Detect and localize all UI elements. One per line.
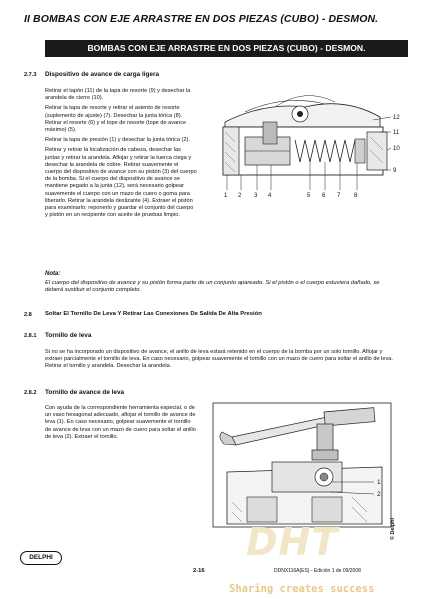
watermark-brand: DHT xyxy=(246,520,339,564)
figure-label: 2 xyxy=(238,193,242,199)
figure-label: 5 xyxy=(307,193,311,199)
figure-label: 2 xyxy=(377,491,381,498)
note-label: Nota: xyxy=(45,271,61,277)
paragraph: Retirar y retirar la localización de cabeza, desechar las juntas y retirar la arandela. Aflojar y retirar la tuerca ciega y desechar la arandela de cobre. Retirar suavemente el cuerpo del dispositivo de avance con su pistón (3) del cuerpo de la bomba. Si el cuerpo del dispositivo de avance se mantiene pegado a la junta (12), será necesario golpear suavemente el cuerpo con un mazo de cuero o goma para liberarlo. Retirar la arandela deslizante (4). Extraer el pistón para examinarlo; reponerlo y guardar el conjunto del cuerpo y pistón en un recipiente con aceite de pruebas limpio. xyxy=(45,147,197,219)
section-282-text: Con ayuda de la correspondiente herramienta especial, o de un vaso hexagonal adecuado, aflojar el tornillo de avance de leva (1). En caso necesario, golpear suavemente el tornillo de avance de leva con un mazo de cuero para soltar el anillo de leva (2). Extraer el tornillo. xyxy=(45,405,196,440)
page-number: 2-16 xyxy=(193,568,205,574)
paragraph: Retirar la tapa de resorte y retirar el asiento de resorte (suplemento de ajuste) (7). Desechar la junta tórica (8). Retirar el resorte (6) y el tope de resorte (tope de avance máximo) (5). xyxy=(45,105,187,134)
section-number-28: 2.8 xyxy=(24,312,32,318)
section-number-282: 2.8.2 xyxy=(24,390,37,396)
figure-label: 4 xyxy=(268,193,272,199)
figure-label: 10 xyxy=(393,146,400,152)
figure-label: 3 xyxy=(254,193,258,199)
figure-label: 1 xyxy=(224,193,228,199)
section-title-281: Tornillo de leva xyxy=(45,332,92,339)
section-281-text: Si no se ha incorporado un dispositivo de avance, el anillo de leva estará retenido en el cuerpo de la bomba por un solo tornillo. Aflojar y extraer parcialmente el tornillo de leva. En caso necesario, golpear suavemente el tornillo con un mazo de cuero para soltar el anillo de leva. Retirar el tornillo y arandela. Desechar la arandela. xyxy=(45,349,393,370)
section-title-273: Dispositivo de avance de carga ligera xyxy=(45,71,160,78)
paragraph: Retirar la tapa de presión (1) y desechar la junta tórica (2). xyxy=(45,137,190,144)
note-text: El cuerpo del dispositivo de avance y su pistón forma parte de un conjunto apareado. Si el pistón o el cuerpo estuviera dañado, se deberá sustituir el conjunto completo. xyxy=(45,280,380,294)
section-title-28: Soltar El Tornillo De Leva Y Retirar Las Conexiones De Salida De Alta Presión xyxy=(45,311,262,317)
section-title-282: Tornillo de avance de leva xyxy=(45,389,125,396)
section-number-281: 2.8.1 xyxy=(24,333,37,339)
figure-label: 12 xyxy=(393,115,400,121)
section-273-body xyxy=(45,88,197,222)
section-number-273: 2.7.3 xyxy=(24,72,37,78)
page-header-title: II BOMBAS CON EJE ARRASTRE EN DOS PIEZAS (CUBO) - DESMON. xyxy=(24,13,379,25)
watermark-slogan: Sharing creates success xyxy=(229,583,375,595)
delphi-logo: DELPHI xyxy=(20,551,62,565)
paragraph: Retirar el tapón (11) de la tapa de resorte (9) y desechar la arandela de cierre (10). xyxy=(45,88,191,102)
advance-device-figure xyxy=(205,82,405,204)
figure-label: 6 xyxy=(322,193,326,199)
figure-label: 1 xyxy=(377,479,381,486)
document-reference: DDNX116A(ES) - Edición 1 de 09/2008 xyxy=(274,568,361,574)
figure-label: 9 xyxy=(393,168,397,174)
cam-screw-figure xyxy=(212,402,392,528)
section-title-bar: BOMBAS CON EJE ARRASTRE EN DOS PIEZAS (CUBO) - DESMON. xyxy=(45,40,408,57)
figure-label: 7 xyxy=(337,193,341,199)
side-copyright: © Delphi xyxy=(390,518,396,540)
figure-label: 11 xyxy=(393,130,400,136)
figure-label: 8 xyxy=(354,193,358,199)
